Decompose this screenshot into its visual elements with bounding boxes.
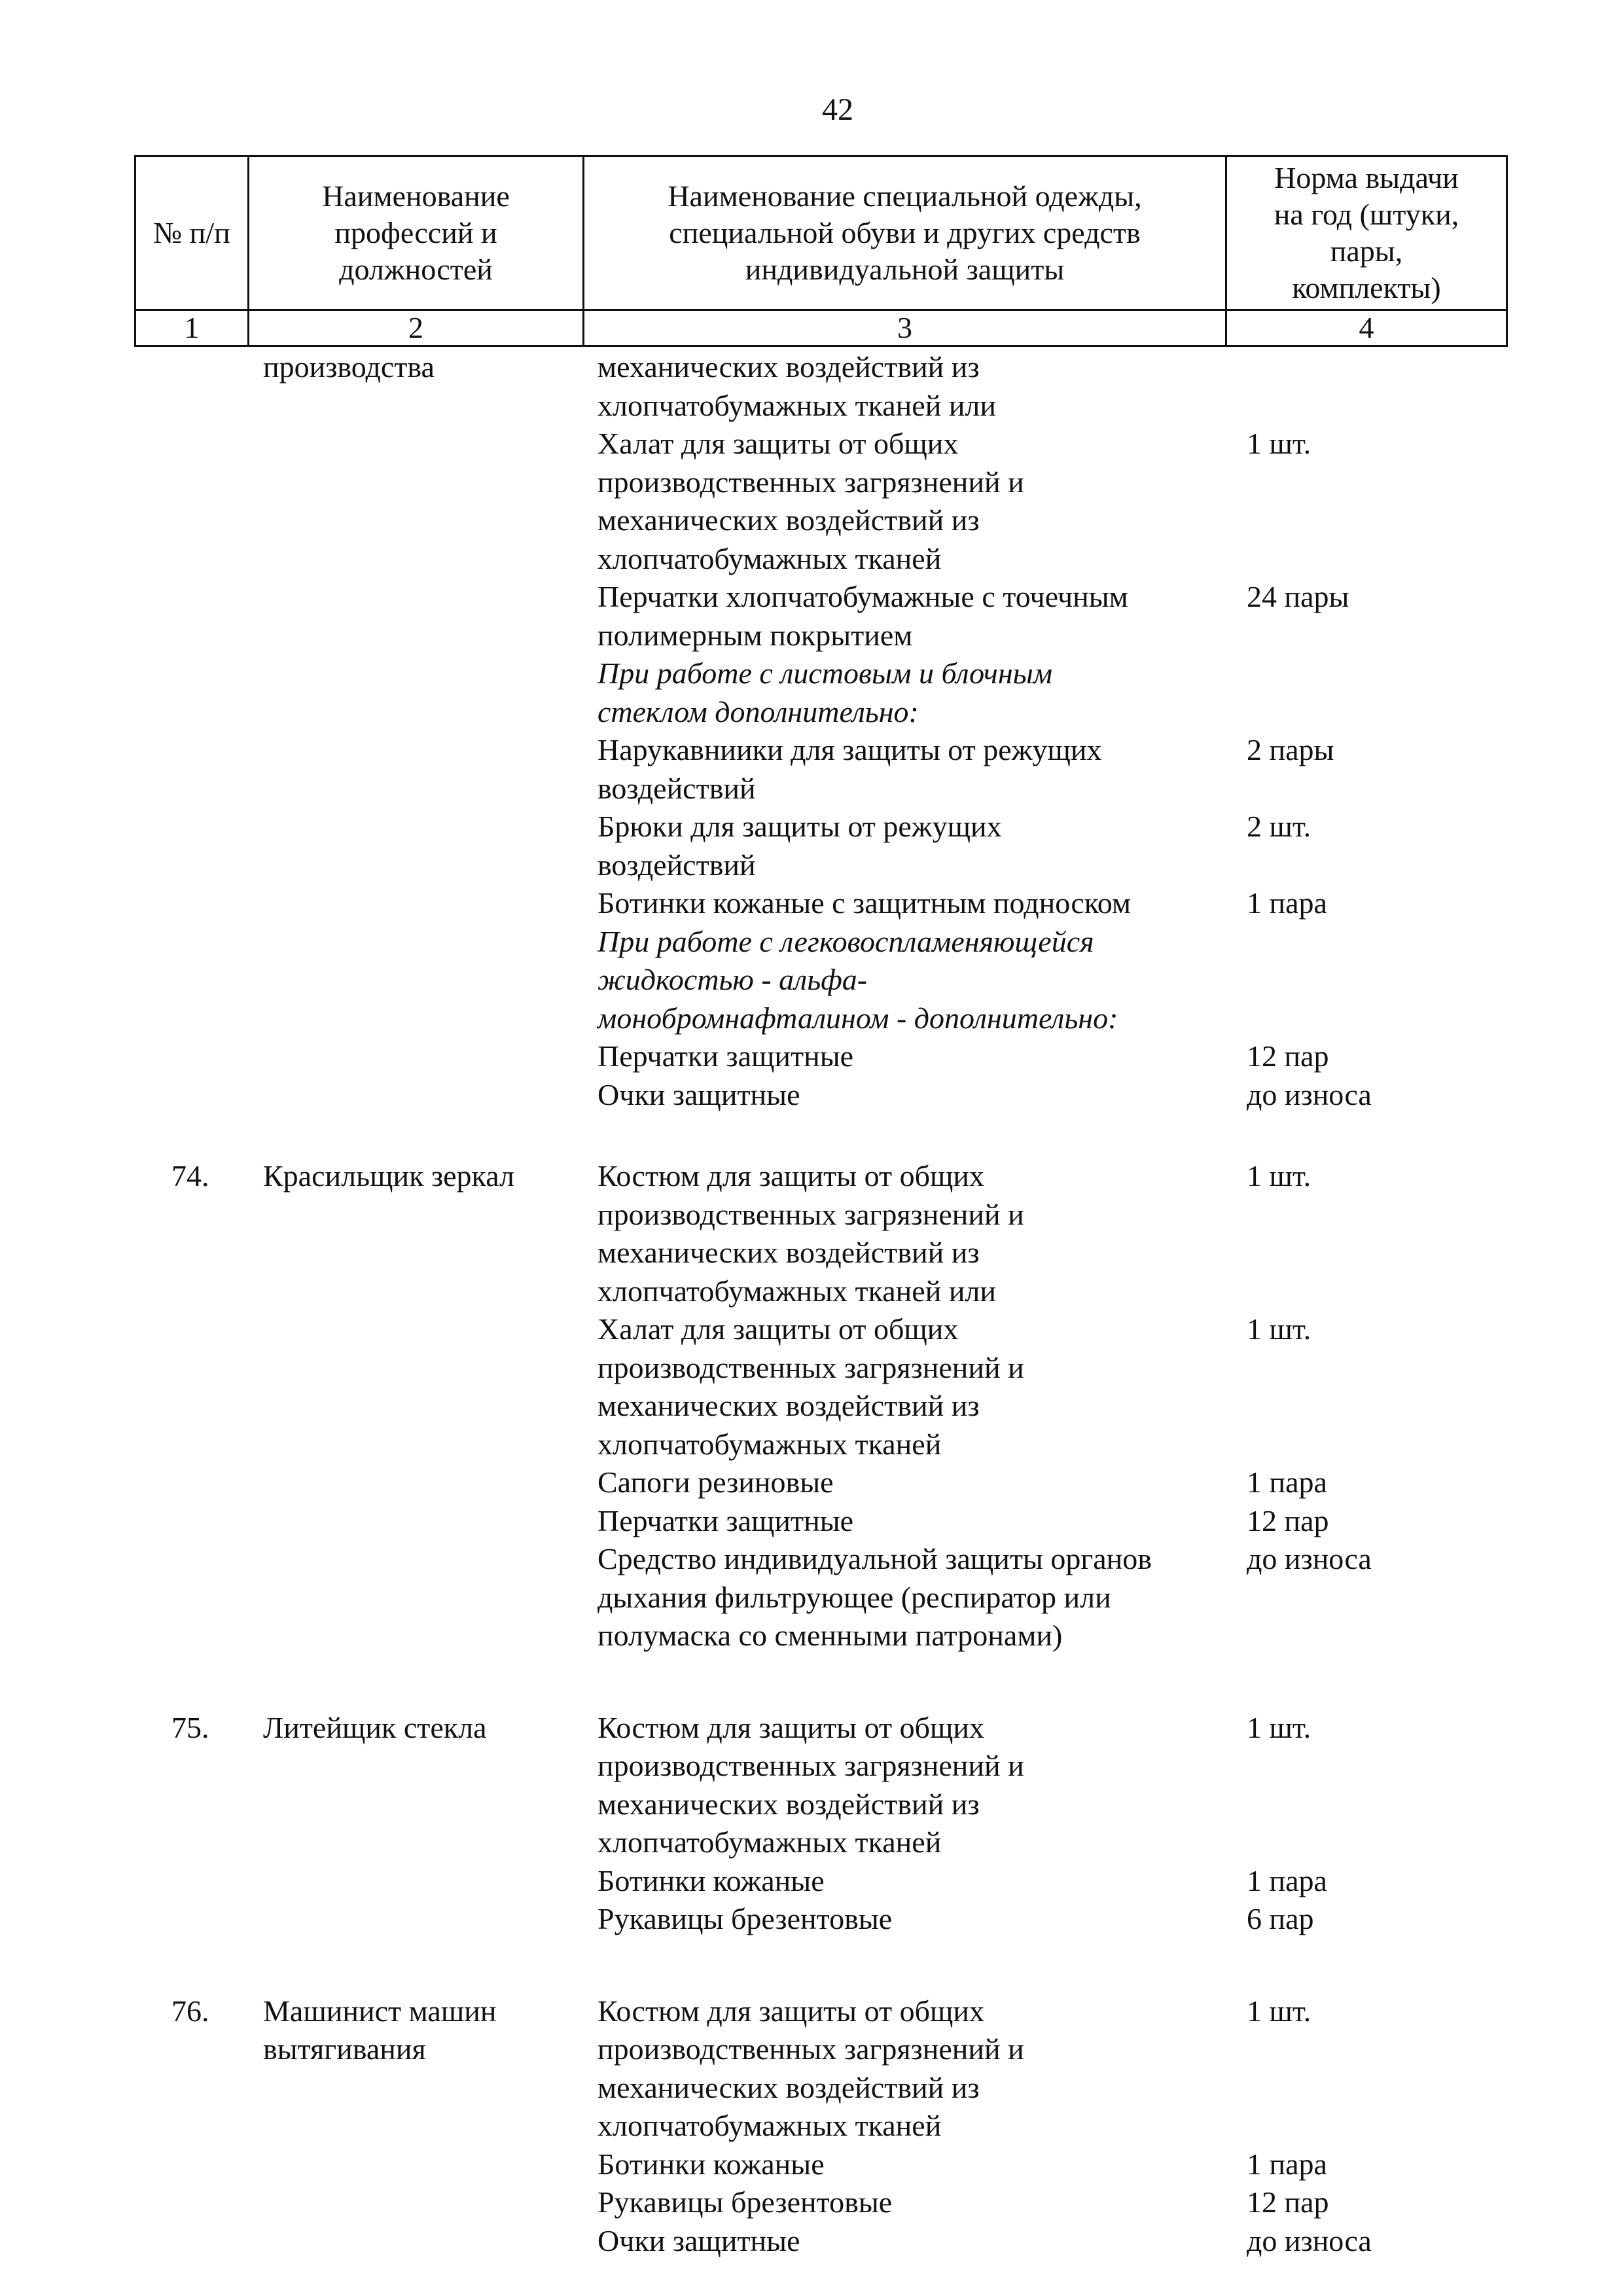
column-number-3: 3 [584, 310, 1226, 346]
row-line [0, 884, 1623, 923]
equipment-item: Халат для защиты от общих [597, 1312, 959, 1346]
equipment-item: полимерным покрытием [597, 618, 913, 652]
profession-name: вытягивания [263, 2032, 426, 2066]
issue-norm: 1 шт. [1247, 1994, 1311, 2028]
equipment-item: механических воздействий из [597, 1787, 980, 1821]
equipment-item: Рукавицы брезентовые [597, 1902, 893, 1935]
page-number: 42 [822, 92, 853, 127]
column-number-2: 2 [249, 310, 584, 346]
row-line [0, 731, 1623, 770]
header-text-line: Наименование специальной одежды, [668, 179, 1142, 213]
issue-norm: 2 шт. [1247, 810, 1311, 843]
row-line [0, 2107, 1623, 2145]
issue-norm: до износа [1247, 2223, 1372, 2257]
row-line [0, 1272, 1623, 1311]
row-line [0, 2145, 1623, 2184]
row-line [0, 1617, 1623, 1655]
equipment-item: дыхания фильтрующее (респиратор или [597, 1580, 1111, 1614]
condition-note: монобромнафталином - дополнительно: [597, 1001, 1118, 1035]
header-col-number-text: № п/п [153, 216, 230, 249]
equipment-item: Перчатки защитные [597, 1039, 854, 1073]
equipment-item: производственных загрязнений и [597, 465, 1024, 499]
table-body [0, 348, 1623, 2260]
row-line [0, 1579, 1623, 1617]
row-line [0, 540, 1623, 579]
equipment-item: хлопчатобумажных тканей [597, 2109, 942, 2142]
equipment-item: хлопчатобумажных тканей или [597, 1274, 997, 1308]
equipment-item: Средство индивидуальной защиты органов [597, 1542, 1152, 1575]
condition-note: При работе с листовым и блочным [597, 656, 1053, 690]
row-line [0, 1076, 1623, 1115]
row-line [0, 578, 1623, 617]
row-line [0, 1502, 1623, 1541]
header-col-equipment [584, 156, 1226, 310]
equipment-item: Сапоги резиновые [597, 1465, 834, 1499]
profession-name: Машинист машин [263, 1994, 497, 2028]
row-line [0, 348, 1623, 387]
row-line [0, 846, 1623, 885]
issue-norm: до износа [1247, 1077, 1372, 1111]
row-line [0, 1992, 1623, 2031]
profession-name: Красильщик зеркал [263, 1159, 514, 1193]
row-line [0, 1823, 1623, 1862]
row-line [0, 1426, 1623, 1464]
row-line [0, 1196, 1623, 1234]
equipment-item: механических воздействий из [597, 350, 980, 384]
equipment-item: хлопчатобумажных тканей [597, 541, 942, 575]
condition-note: При работе с легковоспламеняющейся [597, 924, 1094, 958]
equipment-item: Ботинки кожаные с защитным подноском [597, 886, 1132, 920]
row-line [0, 770, 1623, 808]
equipment-item: хлопчатобумажных тканей [597, 1825, 942, 1859]
row-line [0, 808, 1623, 846]
row-number: 74. [171, 1159, 209, 1193]
equipment-item: механических воздействий из [597, 503, 980, 537]
row-line [0, 1862, 1623, 1901]
equipment-item: хлопчатобумажных тканей [597, 1427, 942, 1461]
row-line [0, 1540, 1623, 1579]
column-number-1: 1 [135, 310, 249, 346]
header-text-line: комплекты) [1292, 271, 1441, 304]
equipment-item: Ботинки кожаные [597, 1863, 825, 1897]
header-col-norm [1226, 156, 1507, 310]
issue-norm: 24 пары [1247, 580, 1349, 613]
row-line [0, 2183, 1623, 2222]
equipment-item: Очки защитные [597, 2223, 800, 2257]
row-line [0, 1709, 1623, 1748]
issue-norm: 1 пара [1247, 1465, 1327, 1499]
row-line [0, 1463, 1623, 1502]
condition-note: жидкостью - альфа- [597, 963, 868, 996]
equipment-item: Костюм для защиты от общих [597, 1159, 985, 1193]
header-text-line: профессий и [334, 216, 497, 249]
equipment-item: Перчатки защитные [597, 1503, 854, 1537]
header-text-line: должностей [339, 253, 493, 286]
table-row [0, 1709, 1623, 1939]
equipment-item: механических воздействий из [597, 2070, 980, 2104]
issue-norm: 1 пара [1247, 1863, 1327, 1897]
row-number: 76. [171, 1994, 209, 2028]
row-line [0, 1747, 1623, 1785]
table-row [0, 1157, 1623, 1655]
equipment-item: производственных загрязнений и [597, 1197, 1024, 1231]
equipment-item: полумаска со сменными патронами) [597, 1619, 1063, 1652]
equipment-item: Очки защитные [597, 1077, 800, 1111]
header-text-line: Наименование [322, 179, 510, 213]
row-line [0, 1234, 1623, 1272]
header-col-number [135, 156, 249, 310]
equipment-item: воздействий [597, 771, 756, 805]
table-header [134, 155, 1508, 347]
equipment-item: производственных загрязнений и [597, 1350, 1024, 1384]
row-line [0, 999, 1623, 1038]
header-text-line: специальной обуви и других средств [669, 216, 1141, 249]
issue-norm: 12 пар [1247, 1039, 1329, 1073]
header-text-line: Норма выдачи [1274, 161, 1459, 194]
issue-norm: 1 пара [1247, 886, 1327, 920]
row-line [0, 923, 1623, 961]
issue-norm: 6 пар [1247, 1902, 1314, 1935]
equipment-item: производственных загрязнений и [597, 1749, 1024, 1782]
row-line [0, 1157, 1623, 1196]
profession-name: производства [263, 350, 435, 384]
equipment-item: Ботинки кожаные [597, 2147, 825, 2181]
issue-norm: 2 пары [1247, 733, 1334, 766]
row-line [0, 1785, 1623, 1824]
table-row [0, 1992, 1623, 2261]
equipment-item: Халат для защиты от общих [597, 427, 959, 460]
issue-norm: 1 шт. [1247, 1159, 1311, 1193]
row-line [0, 1387, 1623, 1426]
equipment-item: Костюм для защиты от общих [597, 1994, 985, 2028]
column-number-row [135, 310, 1507, 346]
equipment-item: Нарукавниики для защиты от режущих [597, 733, 1102, 766]
row-line [0, 1349, 1623, 1388]
equipment-item: хлопчатобумажных тканей или [597, 388, 997, 422]
header-col-profession [249, 156, 584, 310]
row-line [0, 655, 1623, 693]
issue-norm: 1 шт. [1247, 1312, 1311, 1346]
equipment-item: производственных загрязнений и [597, 2032, 1024, 2066]
row-line [0, 387, 1623, 425]
issue-norm: 12 пар [1247, 1503, 1329, 1537]
row-line [0, 501, 1623, 540]
row-line [0, 693, 1623, 732]
row-line [0, 1900, 1623, 1939]
row-line [0, 425, 1623, 463]
profession-name: Литейщик стекла [263, 1710, 487, 1744]
header-text-line: на год (штуки, [1274, 198, 1459, 231]
equipment-item: Рукавицы брезентовые [597, 2185, 893, 2219]
issue-norm: 12 пар [1247, 2185, 1329, 2219]
equipment-item: Перчатки хлопчатобумажные с точечным [597, 580, 1128, 613]
equipment-item: Брюки для защиты от режущих [597, 810, 1002, 843]
issue-norm: 1 шт. [1247, 1710, 1311, 1744]
header-text-line: пары, [1330, 234, 1403, 268]
row-line [0, 1310, 1623, 1349]
equipment-item: Костюм для защиты от общих [597, 1710, 985, 1744]
issue-norm: 1 пара [1247, 2147, 1327, 2181]
header-row [135, 156, 1507, 310]
row-line [0, 2069, 1623, 2108]
header-text-line: индивидуальной защиты [745, 253, 1065, 286]
equipment-item: воздействий [597, 848, 756, 882]
row-line [0, 2222, 1623, 2261]
issue-norm: 1 шт. [1247, 427, 1311, 460]
row-line [0, 961, 1623, 999]
table-row [0, 348, 1623, 1114]
row-number: 75. [171, 1710, 209, 1744]
row-line [0, 617, 1623, 655]
row-line [0, 463, 1623, 502]
equipment-item: механических воздействий из [597, 1236, 980, 1269]
row-line [0, 1037, 1623, 1076]
row-line [0, 2030, 1623, 2069]
issue-norm: до износа [1247, 1542, 1372, 1575]
equipment-item: механических воздействий из [597, 1389, 980, 1422]
column-number-4: 4 [1226, 310, 1507, 346]
condition-note: стеклом дополнительно: [597, 694, 919, 728]
